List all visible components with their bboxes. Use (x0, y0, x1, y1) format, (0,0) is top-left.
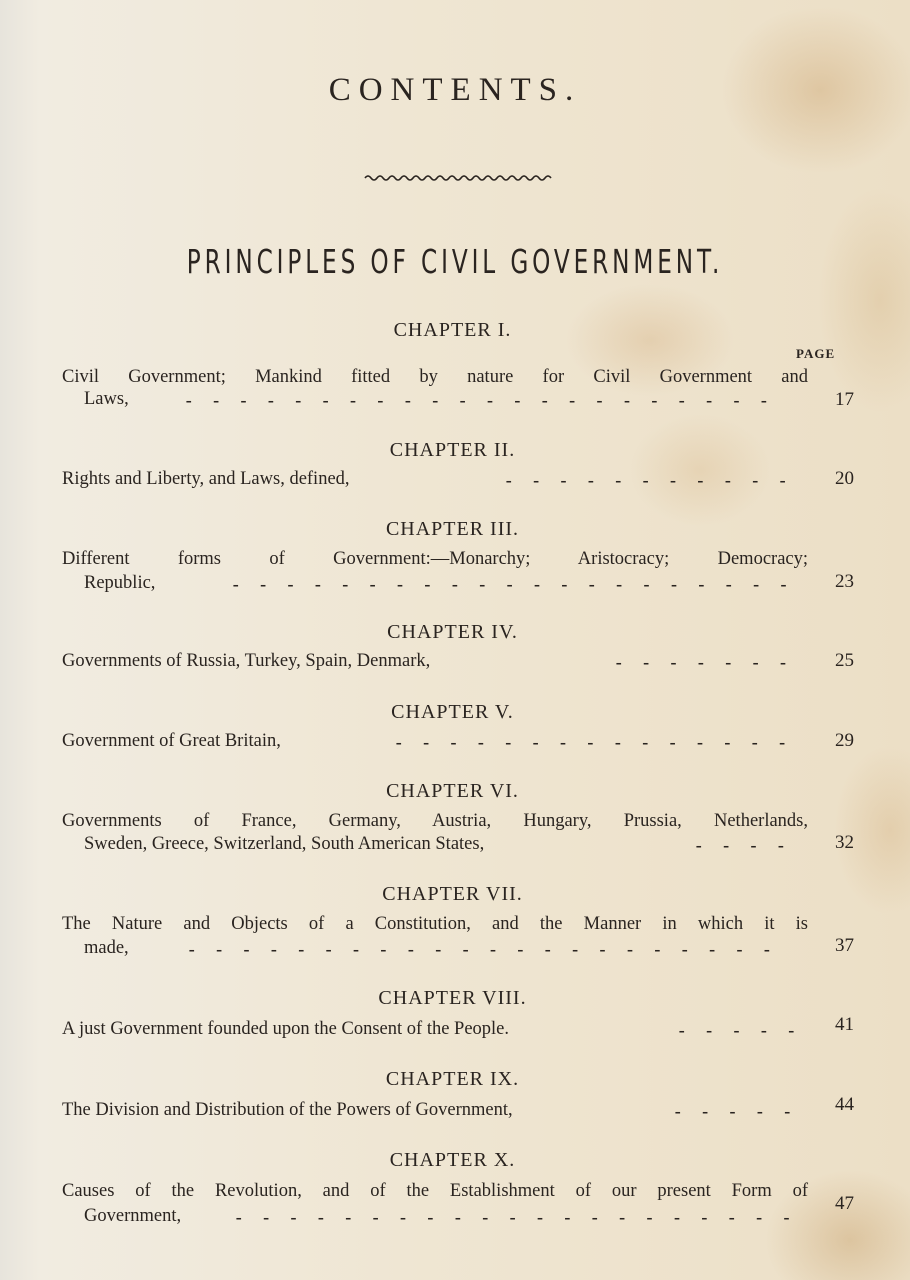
leader-dash: - (345, 1207, 352, 1227)
dot-leaders (175, 390, 805, 410)
leader-dash: - (435, 939, 442, 959)
leader-dash: - (424, 574, 431, 594)
leader-dash: - (572, 939, 579, 959)
leader-dash: - (506, 574, 513, 594)
page-number: 17 (835, 389, 854, 410)
leader-dash: - (270, 939, 277, 959)
leader-dash: - (780, 574, 787, 594)
leader-dash: - (462, 939, 469, 959)
page-number: 20 (835, 468, 854, 489)
entry-title-line: A just Government founded upon the Consent of the People. (62, 1019, 510, 1039)
leader-dash: - (751, 732, 758, 752)
entry-title-line: Rights and Liberty, and Laws, defined, (62, 469, 350, 489)
leader-dash: - (295, 390, 302, 410)
section-title: PRINCIPLES OF CIVIL GOVERNMENT. (186, 242, 724, 281)
leader-dash: - (451, 574, 458, 594)
leader-dash: - (777, 835, 784, 855)
leader-dash: - (407, 939, 414, 959)
leader-dash: - (756, 1207, 763, 1227)
leader-dash: - (670, 652, 677, 672)
leader-dash: - (325, 939, 332, 959)
page-number: 47 (835, 1193, 854, 1214)
leader-dash: - (760, 1020, 767, 1040)
leader-dash: - (783, 1207, 790, 1227)
leader-dash: - (536, 1207, 543, 1227)
leader-dash: - (760, 390, 767, 410)
leader-dash: - (616, 574, 623, 594)
page-number: 23 (835, 571, 854, 592)
leader-dash: - (750, 835, 757, 855)
leader-dash: - (243, 939, 250, 959)
leader-dash: - (678, 1020, 685, 1040)
leader-dash: - (643, 574, 650, 594)
leader-dash: - (369, 574, 376, 594)
leader-dash: - (623, 390, 630, 410)
dot-leaders (664, 1101, 805, 1121)
ornamental-divider (363, 172, 553, 184)
page-number: 32 (835, 832, 854, 853)
entry-title-line: Civil Government; Mankind fitted by nature for Civil Government and (62, 367, 808, 387)
leader-dash: - (599, 939, 606, 959)
leader-dash: - (532, 732, 539, 752)
leader-dash: - (736, 939, 743, 959)
leader-dash: - (670, 574, 677, 594)
leader-dash: - (505, 732, 512, 752)
leader-dash: - (395, 732, 402, 752)
leader-dash: - (564, 1207, 571, 1227)
leader-dash: - (733, 390, 740, 410)
leader-dash: - (763, 939, 770, 959)
entry-title-line: Different forms of Government:—Monarchy; Aristocracy; Democracy; (62, 549, 808, 569)
leader-dash: - (353, 939, 360, 959)
leader-dash: - (596, 390, 603, 410)
leader-dash: - (235, 1207, 242, 1227)
leader-dash: - (779, 470, 786, 490)
chapter-heading: CHAPTER IX. (385, 1068, 520, 1090)
leader-dash: - (450, 732, 457, 752)
leader-dash: - (477, 732, 484, 752)
leader-dash: - (588, 574, 595, 594)
chapter-heading: CHAPTER II. (389, 439, 516, 461)
leader-dash: - (454, 1207, 461, 1227)
leader-dash: - (646, 1207, 653, 1227)
leader-dash: - (489, 939, 496, 959)
leader-dash: - (702, 1101, 709, 1121)
leader-dash: - (533, 574, 540, 594)
leader-dash: - (587, 470, 594, 490)
entry-title-line: Governments of France, Germany, Austria, Hungary, Prussia, Netherlands, (62, 811, 808, 831)
leader-dash: - (697, 652, 704, 672)
entry-title-line: The Nature and Objects of a Constitution, and the Manner in which it is (62, 914, 808, 934)
leader-dash: - (459, 390, 466, 410)
dot-leaders (495, 470, 805, 490)
leader-dash: - (591, 1207, 598, 1227)
leader-dash: - (517, 939, 524, 959)
leader-dash: - (350, 390, 357, 410)
leader-dash: - (427, 1207, 434, 1227)
leader-dash: - (479, 574, 486, 594)
leader-dash: - (614, 732, 621, 752)
dot-leaders (385, 732, 805, 752)
chapter-heading: CHAPTER I. (393, 319, 512, 341)
leader-dash: - (560, 470, 567, 490)
leader-dash: - (673, 1207, 680, 1227)
dot-leaders (605, 652, 805, 672)
chapter-heading: CHAPTER III. (385, 518, 520, 540)
leader-dash: - (669, 732, 676, 752)
entry-title-line: Causes of the Revolution, and of the Establishment of our present Form of (62, 1181, 808, 1201)
leader-dash: - (681, 939, 688, 959)
leader-dash: - (486, 390, 493, 410)
leader-dash: - (642, 470, 649, 490)
leader-dash: - (287, 574, 294, 594)
leader-dash: - (729, 1101, 736, 1121)
leader-dash: - (784, 1101, 791, 1121)
dot-leaders (225, 1207, 805, 1227)
entry-title-line: Republic, (84, 573, 156, 593)
chapter-heading: CHAPTER X. (389, 1149, 516, 1171)
entry-title-line: Government, (84, 1206, 182, 1226)
leader-dash: - (509, 1207, 516, 1227)
leader-dash: - (642, 732, 649, 752)
leader-dash: - (651, 390, 658, 410)
leader-dash: - (514, 390, 521, 410)
leader-dash: - (232, 574, 239, 594)
leader-dash: - (216, 939, 223, 959)
chapter-heading: CHAPTER VIII. (378, 987, 527, 1009)
leader-dash: - (701, 1207, 708, 1227)
chapter-heading: CHAPTER VII. (382, 883, 523, 905)
leader-dash: - (298, 939, 305, 959)
leader-dash: - (626, 939, 633, 959)
dot-leaders (222, 574, 805, 594)
leader-dash: - (723, 835, 730, 855)
leader-dash: - (185, 390, 192, 410)
leader-dash: - (240, 390, 247, 410)
leader-dash: - (780, 652, 787, 672)
leader-dash: - (317, 1207, 324, 1227)
entry-title-line: Laws, (84, 389, 129, 409)
leader-dash: - (752, 652, 759, 672)
leader-dash: - (724, 470, 731, 490)
leader-dash: - (423, 732, 430, 752)
leader-dash: - (753, 574, 760, 594)
page-number: 41 (835, 1014, 854, 1035)
entry-title-line: Sweden, Greece, Switzerland, South American States, (84, 834, 485, 854)
dot-leaders (685, 835, 805, 855)
chapter-heading: CHAPTER IV. (387, 621, 518, 643)
leader-dash: - (696, 732, 703, 752)
page-number: 44 (835, 1094, 854, 1115)
leader-dash: - (432, 390, 439, 410)
leader-dash: - (505, 470, 512, 490)
leader-dash: - (615, 652, 622, 672)
leader-dash: - (569, 390, 576, 410)
entry-title-line: The Division and Distribution of the Powers of Government, (62, 1100, 513, 1120)
leader-dash: - (728, 1207, 735, 1227)
leader-dash: - (706, 390, 713, 410)
page-column-label: PAGE (796, 346, 836, 361)
leader-dash: - (314, 574, 321, 594)
leader-dash: - (670, 470, 677, 490)
leader-dash: - (397, 574, 404, 594)
leader-dash: - (706, 1020, 713, 1040)
leader-dash: - (263, 1207, 270, 1227)
dot-leaders (668, 1020, 805, 1040)
leader-dash: - (654, 939, 661, 959)
leader-dash: - (615, 470, 622, 490)
leader-dash: - (544, 939, 551, 959)
leader-dash: - (533, 470, 540, 490)
chapter-heading: CHAPTER VI. (386, 780, 519, 802)
leader-dash: - (779, 732, 786, 752)
page-number: 29 (835, 730, 854, 751)
leader-dash: - (725, 652, 732, 672)
leader-dash: - (380, 939, 387, 959)
leader-dash: - (188, 939, 195, 959)
leader-dash: - (619, 1207, 626, 1227)
entry-title-line: Government of Great Britain, (62, 731, 281, 751)
leader-dash: - (267, 390, 274, 410)
leader-dash: - (377, 390, 384, 410)
leader-dash: - (587, 732, 594, 752)
leader-dash: - (372, 1207, 379, 1227)
leader-dash: - (674, 1101, 681, 1121)
leader-dash: - (756, 1101, 763, 1121)
dot-leaders (178, 939, 805, 959)
leader-dash: - (541, 390, 548, 410)
leader-dash: - (213, 390, 220, 410)
leader-dash: - (561, 574, 568, 594)
leader-dash: - (698, 574, 705, 594)
leader-dash: - (752, 470, 759, 490)
leader-dash: - (643, 652, 650, 672)
entry-title-line: Governments of Russia, Turkey, Spain, Denmark, (62, 651, 431, 671)
page-number: 25 (835, 650, 854, 671)
leader-dash: - (695, 835, 702, 855)
leader-dash: - (724, 732, 731, 752)
leader-dash: - (482, 1207, 489, 1227)
leader-dash: - (788, 1020, 795, 1040)
leader-dash: - (290, 1207, 297, 1227)
leader-dash: - (400, 1207, 407, 1227)
chapter-heading: CHAPTER V. (391, 701, 514, 723)
leader-dash: - (733, 1020, 740, 1040)
page-number: 37 (835, 935, 854, 956)
leader-dash: - (404, 390, 411, 410)
leader-dash: - (725, 574, 732, 594)
leader-dash: - (697, 470, 704, 490)
leader-dash: - (342, 574, 349, 594)
leader-dash: - (260, 574, 267, 594)
leader-dash: - (678, 390, 685, 410)
entry-title-line: made, (84, 938, 129, 958)
leader-dash: - (709, 939, 716, 959)
leader-dash: - (560, 732, 567, 752)
contents-title: CONTENTS. (328, 72, 582, 108)
leader-dash: - (322, 390, 329, 410)
